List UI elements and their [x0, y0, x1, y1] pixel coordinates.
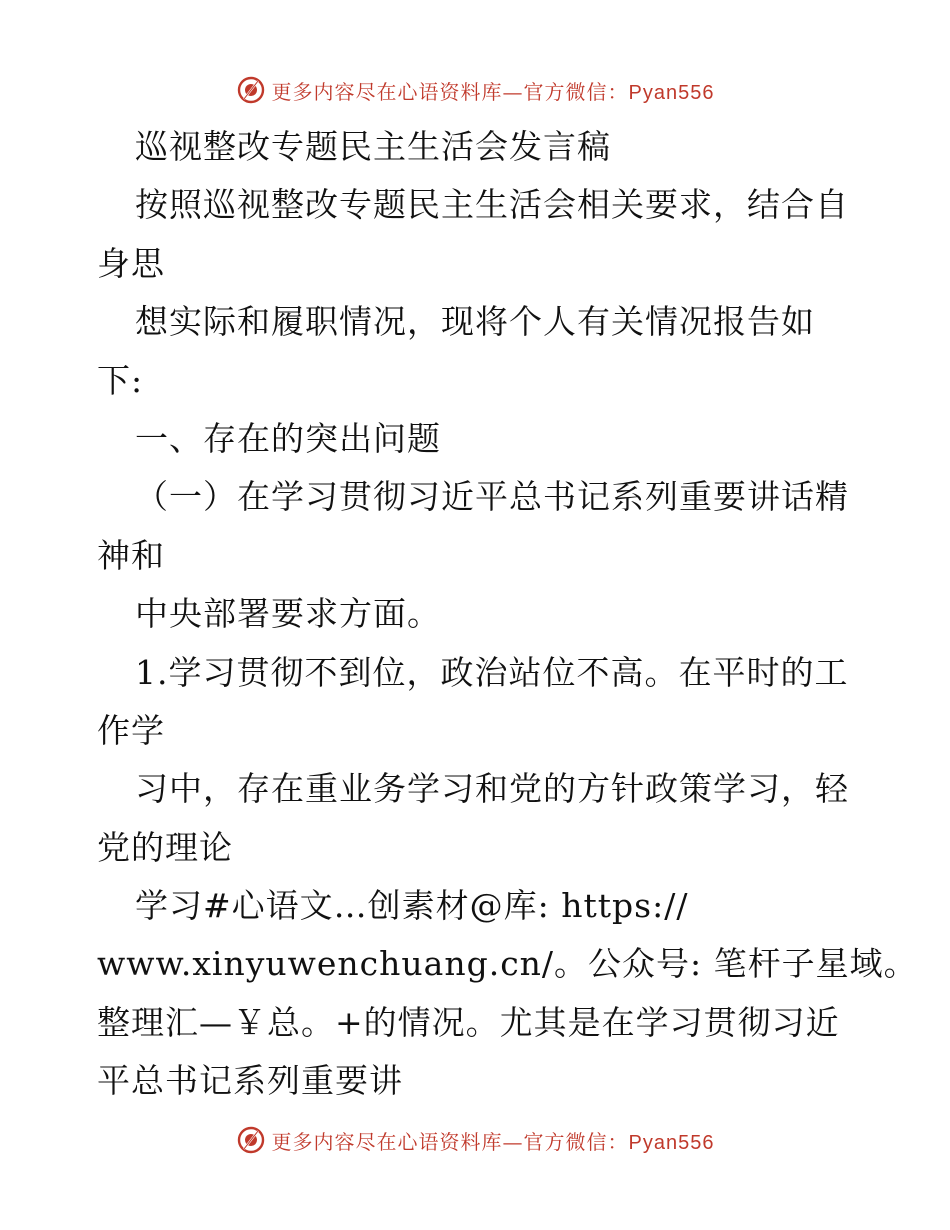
document-line: 神和 [97, 535, 165, 575]
document-line: 整理汇—￥总。+的情况。尤其是在学习贯彻习近 [97, 1002, 840, 1042]
footer-banner-wechat-id: Pyan556 [628, 1131, 715, 1154]
footer-banner-inner [236, 1125, 715, 1155]
document-line: 作学 [97, 710, 165, 750]
document-line: 下: [97, 360, 144, 400]
document-line: 想实际和履职情况，现将个人有关情况报告如 [135, 302, 815, 342]
header-banner-label: 更多内容尽在心语资料库—官方微信： [271, 79, 629, 104]
pen-seal-logo-icon [236, 75, 266, 105]
document-line: 中央部署要求方面。 [135, 594, 441, 634]
document-line: www.xinyuwenchuang.cn/。公众号: 笔杆子星域。 [97, 944, 918, 984]
document-line: 1.学习贯彻不到位，政治站位不高。在平时的工 [135, 652, 849, 692]
document-line: 按照巡视整改专题民主生活会相关要求，结合自 [135, 185, 849, 225]
header-banner [0, 70, 950, 110]
document-line: 巡视整改专题民主生活会发言稿 [135, 127, 611, 166]
document-line: 一、存在的突出问题 [135, 418, 441, 458]
document-line: 学习#心语文…创素材@库: https:// [135, 886, 689, 926]
footer-banner-label: 更多内容尽在心语资料库—官方微信： [271, 1129, 629, 1154]
footer-banner [0, 1120, 950, 1160]
document-line: 身思 [97, 243, 165, 283]
document-body [97, 118, 918, 1111]
header-banner-wechat-id: Pyan556 [628, 81, 715, 104]
document-line: 党的理论 [97, 827, 233, 867]
document-line: （一）在学习贯彻习近平总书记系列重要讲话精 [135, 477, 849, 517]
document-line: 习中，存在重业务学习和党的方针政策学习，轻 [135, 769, 849, 809]
header-banner-inner [236, 75, 715, 105]
pen-seal-logo-icon [236, 1125, 266, 1155]
header-banner-text [272, 76, 715, 105]
footer-banner-text [272, 1126, 715, 1155]
document-line: 平总书记系列重要讲 [97, 1061, 403, 1101]
